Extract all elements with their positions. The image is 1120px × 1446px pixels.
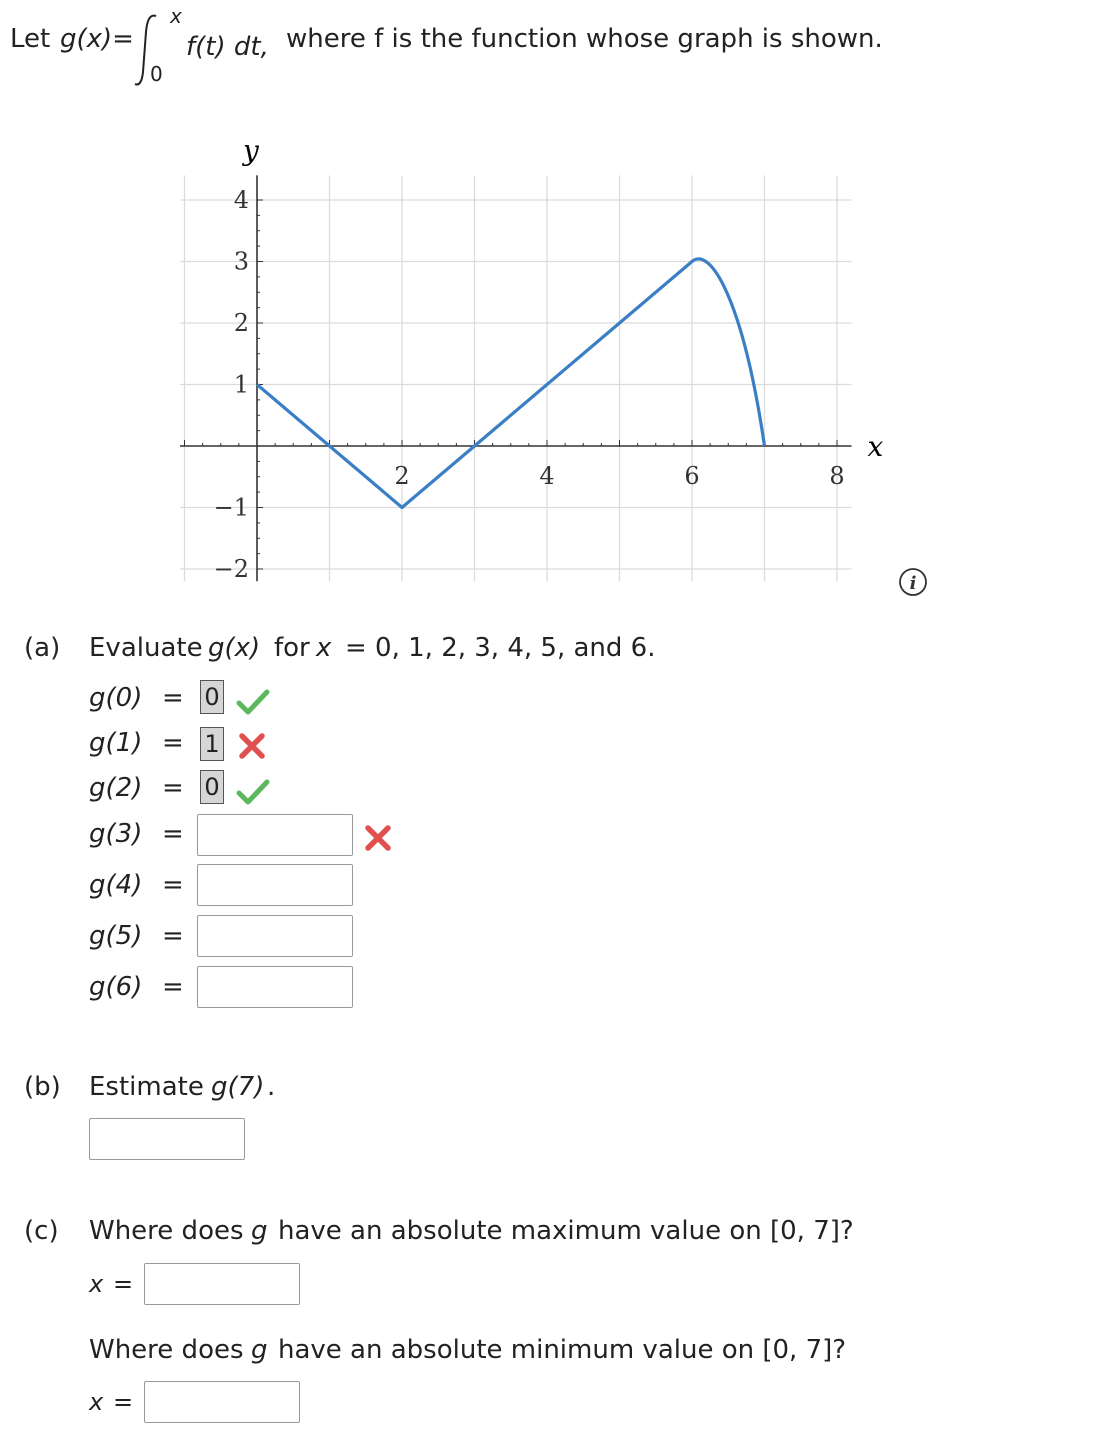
- g-definition: g(x)=: [60, 24, 134, 54]
- y-tick-label: 3: [233, 247, 249, 276]
- max-x-equals: =: [113, 1270, 134, 1298]
- graph-axes: [180, 175, 852, 581]
- integral-lower-limit: 0: [150, 62, 163, 86]
- max-question-suffix: have an absolute maximum value on [0, 7]?: [278, 1216, 854, 1246]
- part-b-prompt-suffix: .: [267, 1072, 276, 1102]
- g1-label: g(1): [89, 728, 143, 758]
- x-tick-label: 6: [684, 462, 700, 490]
- x-tick-label: 8: [829, 462, 845, 490]
- g5-input[interactable]: [197, 915, 353, 957]
- g4-equals: =: [162, 870, 184, 900]
- g1-equals: =: [162, 728, 184, 758]
- g0-label: g(0): [89, 683, 143, 713]
- integral-upper-limit: x: [170, 4, 182, 28]
- function-graph: [160, 130, 884, 600]
- g5-label: g(5): [89, 921, 143, 951]
- part-a-label: (a): [24, 633, 61, 663]
- g7-estimate-input[interactable]: [89, 1118, 245, 1160]
- info-icon[interactable]: [898, 567, 928, 597]
- g0-equals: =: [162, 683, 184, 713]
- max-question-prefix: Where does: [89, 1216, 244, 1246]
- incorrect-x-icon: [238, 732, 266, 760]
- g6-label: g(6): [89, 972, 143, 1002]
- min-x-equals: =: [113, 1388, 134, 1416]
- x-axis-label: x: [867, 430, 884, 463]
- min-x-label: x: [89, 1388, 104, 1416]
- absolute-max-input[interactable]: [144, 1263, 300, 1305]
- correct-check-icon: [236, 688, 270, 716]
- g2-answer-box: 0: [200, 770, 224, 804]
- g3-label: g(3): [89, 819, 143, 849]
- let-text: Let: [10, 24, 51, 54]
- part-c-label: (c): [24, 1216, 59, 1246]
- part-b-prompt-prefix: Estimate: [89, 1072, 204, 1102]
- part-a-prompt-prefix: Evaluate: [89, 633, 203, 663]
- max-question-g: g: [251, 1216, 268, 1246]
- g4-input[interactable]: [197, 864, 353, 906]
- max-x-label: x: [89, 1270, 104, 1298]
- g3-input[interactable]: [197, 814, 353, 856]
- y-tick-label: 2: [233, 309, 249, 337]
- graph-grid: [180, 175, 852, 581]
- g4-label: g(4): [89, 870, 143, 900]
- g2-label: g(2): [89, 773, 143, 803]
- g6-input[interactable]: [197, 966, 353, 1008]
- min-question-suffix: have an absolute minimum value on [0, 7]?: [278, 1335, 847, 1365]
- part-b-label: (b): [24, 1072, 61, 1102]
- g6-equals: =: [162, 972, 184, 1002]
- svg-text:i: i: [909, 573, 917, 594]
- part-a-prompt-var: x: [316, 633, 332, 663]
- part-a-prompt-fn: g(x): [208, 633, 261, 663]
- y-tick-label: −1: [213, 493, 249, 522]
- g1-answer-box: 1: [200, 727, 224, 761]
- part-b-prompt-fn: g(7): [211, 1072, 265, 1102]
- absolute-min-input[interactable]: [144, 1381, 300, 1423]
- part-a-prompt-for: for: [274, 633, 310, 663]
- statement-rest: where f is the function whose graph is shown.: [286, 24, 883, 54]
- incorrect-x-icon: [364, 824, 392, 852]
- min-question-g: g: [251, 1335, 268, 1365]
- g0-answer-box: 0: [200, 680, 224, 714]
- y-tick-label: −2: [213, 555, 249, 583]
- g3-equals: =: [162, 819, 184, 849]
- g2-equals: =: [162, 773, 184, 803]
- integrand: f(t) dt,: [186, 32, 269, 62]
- x-tick-label: 4: [539, 462, 555, 490]
- part-a-prompt-values: = 0, 1, 2, 3, 4, 5, and 6.: [345, 633, 656, 663]
- x-tick-label: 2: [394, 462, 410, 490]
- y-tick-label: 4: [233, 186, 249, 214]
- g5-equals: =: [162, 921, 184, 951]
- min-question-prefix: Where does: [89, 1335, 244, 1365]
- correct-check-icon: [236, 778, 270, 806]
- y-tick-label: 1: [233, 370, 249, 399]
- y-axis-label: y: [243, 134, 259, 167]
